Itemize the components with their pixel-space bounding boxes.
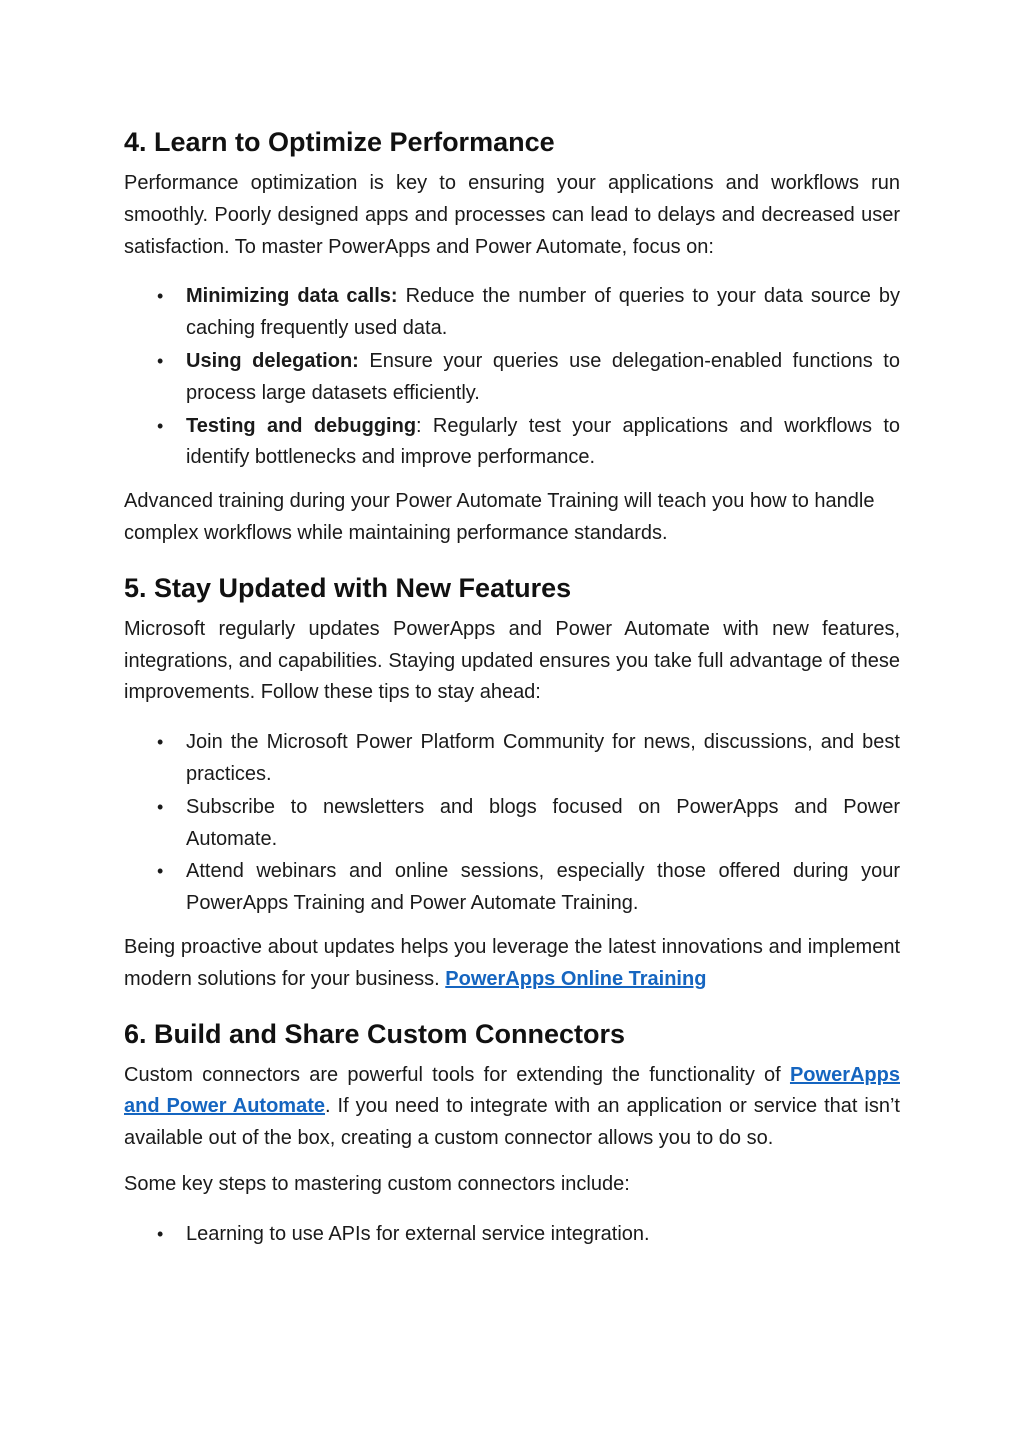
section-6-intro [124, 1060, 900, 1155]
list-item [124, 346, 900, 410]
list-item-bold: Testing and debugging [186, 414, 417, 437]
list-item-text: Join the Microsoft Power Platform Community for news, discussions, and best practices. [186, 731, 900, 785]
section-6-intro-after: . If you need to integrate with an application or service that isn’t available out of the box, creating a custom connector allows you to do so. [124, 1095, 900, 1150]
list-item-text: Attend webinars and online sessions, especially those offered during your PowerApps Training and Power Automate Training. [186, 860, 900, 915]
section-4-heading: 4. Learn to Optimize Performance [124, 127, 555, 157]
section-4-intro: Performance optimization is key to ensuring your applications and workflows run smoothly. Poorly designed apps and processes can lead to delays and decreased user satisfaction. To master PowerApps and Power Automate, focus on: [124, 172, 900, 258]
list-item [124, 1219, 900, 1251]
list-item [124, 281, 900, 345]
list-item-text: Reduce the number of queries to your data source by caching frequently used data. [186, 285, 900, 340]
bullet-icon: • [157, 861, 164, 882]
bullet-icon: • [157, 796, 164, 817]
list-item-bold: Using delegation: [186, 349, 359, 372]
section-5-heading: 5. Stay Updated with New Features [124, 572, 572, 603]
section-6-intro-before: Custom connectors are powerful tools for extending the functionality of [124, 1063, 790, 1086]
bullet-icon: • [157, 415, 164, 436]
section-5-outro [124, 932, 900, 996]
powerapps-online-training-link[interactable]: PowerApps Online Training [445, 967, 707, 990]
section-5-intro: Microsoft regularly updates PowerApps and Power Automate with new features, integrations, and capabilities. Staying updated ensures you take full advantage of these improvements. Follow these tips to stay ahead: [124, 617, 900, 704]
list-item-text: Ensure your queries use delegation-enabled functions to process large datasets efficiently. [186, 349, 900, 404]
section-6-heading: 6. Build and Share Custom Connectors [124, 1018, 626, 1049]
bullet-icon: • [157, 350, 164, 371]
list-item [124, 856, 900, 920]
list-item-text: : Regularly test your applications and workflows to identify bottlenecks and improve performance. [186, 414, 900, 469]
powerapps-and-power-automate-link[interactable]: PowerApps and Power Automate [124, 1063, 900, 1118]
list-item-text: Learning to use APIs for external service integration. [186, 1222, 650, 1245]
section-5-outro-text: Being proactive about updates helps you leverage the latest innovations and implement modern solutions for your business. [124, 935, 900, 990]
list-item [124, 792, 900, 856]
section-4-list [124, 281, 900, 474]
section-6-steps-intro: Some key steps to mastering custom connectors include: [124, 1172, 630, 1195]
section-4-outro: Advanced training during your Power Automate Training will teach you how to handle complex workflows while maintaining performance standards. [124, 490, 875, 544]
document-page [124, 122, 900, 1263]
bullet-icon: • [157, 1223, 164, 1244]
bullet-icon: • [157, 732, 164, 753]
list-item-text: Subscribe to newsletters and blogs focused on PowerApps and Power Automate. [186, 795, 900, 850]
bullet-icon: • [157, 286, 164, 307]
list-item [124, 727, 900, 791]
list-item [124, 411, 900, 475]
section-5-list [124, 727, 900, 920]
list-item-bold: Minimizing data calls: [186, 285, 398, 308]
section-6-list [124, 1219, 900, 1251]
